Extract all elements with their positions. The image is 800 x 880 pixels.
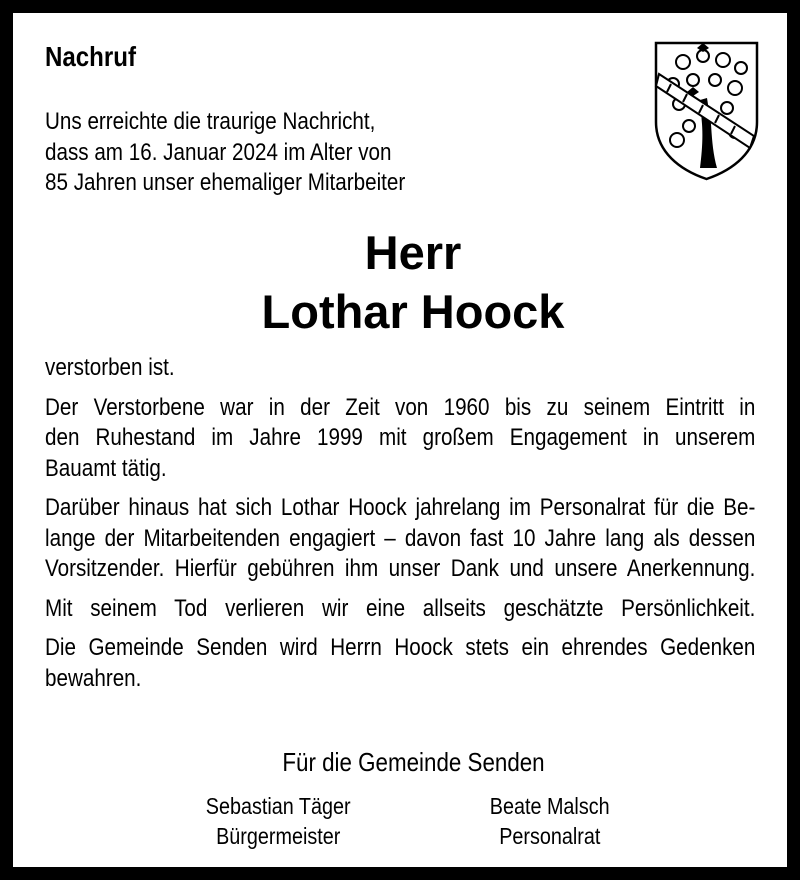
signer-name: Beate Malsch	[490, 793, 610, 819]
signer-mayor	[153, 791, 403, 851]
paragraph-closing-of-intro	[45, 353, 755, 384]
intro-line: Uns erreichte die traurige Nachricht,	[45, 108, 376, 135]
intro-text	[45, 107, 441, 199]
intro-line: dass am 16. Januar 2024 im Alter von	[45, 138, 392, 166]
paragraph-staff-council	[45, 493, 755, 585]
signature-header	[26, 747, 800, 778]
text-line: den Ruhestand im Jahre 1999 mit großem Engagement in unserem	[45, 424, 756, 451]
municipal-coat-of-arms-icon	[653, 40, 760, 182]
deceased-name-block	[26, 223, 800, 341]
text-line: Mit seinem Tod verlieren wir eine allseits geschätzte Persönlichkeit.	[45, 594, 756, 622]
text-line: Der Verstorbene war in der Zeit von 1960 bis zu seinem Eintritt in	[45, 393, 756, 421]
honorific: Herr	[364, 226, 462, 279]
obituary-body	[45, 353, 755, 703]
paragraph-loss	[45, 594, 755, 625]
intro-line: 85 Jahren unser ehemaliger Mitarbeiter	[45, 169, 406, 196]
text-line: bewahren.	[45, 664, 142, 692]
text-line: lange der Mitarbeitenden engagiert – davon fast 10 Jahre lang als dessen	[45, 524, 756, 552]
text-line: Vorsitzender. Hierfür gebühren ihm unser Dank und unsere Anerkennung.	[45, 555, 756, 582]
signature-header-text: Für die Gemeinde Senden	[281, 747, 545, 777]
signer-role: Bürgermeister	[215, 823, 341, 849]
paragraph-remembrance	[45, 633, 755, 694]
text-line: Die Gemeinde Senden wird Herrn Hoock stets ein ehrendes Gedenken	[45, 634, 756, 661]
deceased-name: Lothar Hoock	[261, 285, 565, 338]
text-line: Darüber hinaus hat sich Lothar Hoock jahrelang im Personalrat für die Be-	[45, 494, 756, 521]
signer-role: Personalrat	[499, 823, 601, 849]
signer-staff-council	[425, 791, 675, 851]
text-line: Bauamt tätig.	[45, 454, 167, 482]
paragraph-career	[45, 393, 755, 485]
text-line: verstorben ist.	[45, 354, 175, 381]
signer-name: Sebastian Täger	[205, 793, 351, 819]
notice-title: Nachruf	[45, 41, 136, 72]
